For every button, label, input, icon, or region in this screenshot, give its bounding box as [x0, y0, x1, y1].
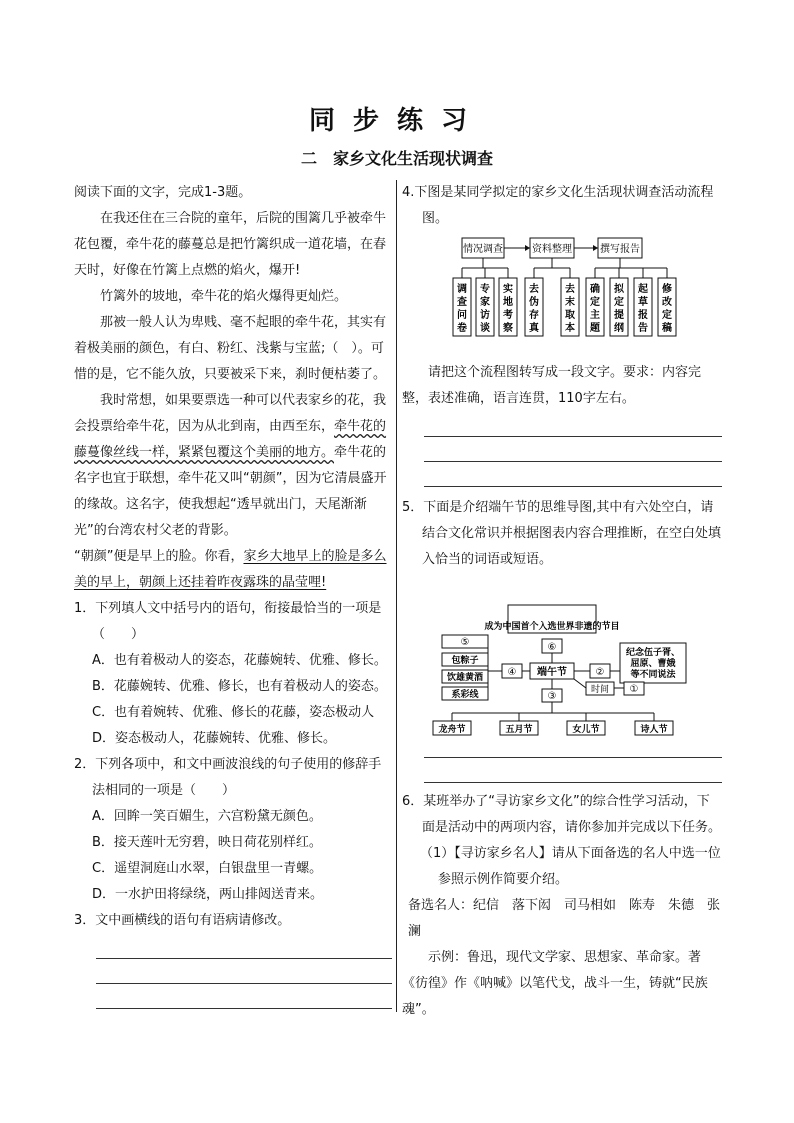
q1-option-a: A．也有着极动人的姿态，花藤婉转、优雅、修长。 — [92, 653, 387, 668]
answer-line[interactable] — [424, 757, 722, 758]
flow-sub-char: 改 — [662, 297, 672, 308]
mind-left-label: 系彩线 — [451, 690, 479, 700]
flow-sub-char: 考 — [503, 310, 513, 321]
flow-sub-char: 纲 — [614, 323, 624, 334]
mind-time-label: 时间 — [590, 685, 610, 695]
q2-option-d: D．一水护田将绿绕，两山排闼送青来。 — [92, 887, 324, 902]
example-text: 示例：鲁迅，现代文学家、思想家、革命家。著《彷徨》作《呐喊》以笔代戈，战斗一生，铸就“民族魂”。 — [402, 950, 708, 1017]
mind-center-label: 端午节 — [537, 667, 567, 678]
column-divider — [396, 180, 397, 1012]
mind-blank-1-label: ① — [629, 684, 639, 695]
mind-note-line1: 纪念伍子胥、 — [625, 648, 681, 658]
flow-sub-char: 实 — [503, 284, 513, 295]
answer-line[interactable] — [96, 983, 392, 984]
mind-bottom-label: 诗人节 — [640, 725, 668, 735]
flow-sub-char: 修 — [662, 284, 672, 295]
underlined-sentence: 家乡大地早上的脸是多么美的早上，朝颜上还挂着昨夜露珠的晶莹哩! — [74, 549, 387, 590]
page-title: 同步练习 — [308, 106, 485, 136]
question-2: 2．下列各项中，和文中画波浪线的句子使用的修辞手法相同的一项是（ ） — [74, 757, 382, 798]
answer-line[interactable] — [424, 436, 722, 437]
passage-paragraph-1: 在我还住在三合院的童年，后院的围篱几乎被牵牛花包覆，牵牛花的藤蔓总是把竹篱织成一道花墙，在春天时，好像在竹篱上点燃的焰火，爆开! — [74, 211, 387, 278]
wavy-underlined-sentence: 牵牛花的藤蔓像丝线一样，紧紧包覆这个美丽的地方。 — [74, 419, 387, 460]
flow-sub-boxes — [453, 278, 676, 336]
flow-sub-char: 家 — [480, 297, 490, 308]
mind-top-label: 成为中国首个入选世界非遗的节目 — [484, 622, 620, 632]
mind-map — [402, 603, 722, 743]
flow-top-label: 撰写报告 — [600, 244, 640, 255]
q2-option-c: C．遥望洞庭山水翠，白银盘里一青螺。 — [92, 861, 323, 876]
flow-sub-char: 专 — [480, 284, 490, 295]
flow-sub-char: 定 — [662, 310, 672, 321]
mind-note-line3: 等不同说法 — [630, 670, 676, 680]
flow-sub-char: 草 — [638, 297, 648, 308]
reading-instruction: 阅读下面的文字，完成1-3题。 — [74, 185, 252, 200]
answer-line[interactable] — [96, 958, 392, 959]
flow-sub-char: 察 — [503, 323, 513, 334]
flow-sub-char: 主 — [590, 310, 600, 321]
answer-line[interactable] — [96, 1008, 392, 1009]
section-subtitle: 二 家乡文化生活现状调查 — [300, 149, 493, 168]
right-column — [402, 180, 722, 1023]
question-3: 3．文中画横线的语句有语病请修改。 — [74, 913, 291, 928]
mind-bottom-label: 女儿节 — [572, 725, 600, 735]
flow-sub-char: 稿 — [662, 323, 672, 334]
passage-paragraph-5 — [74, 544, 392, 596]
flow-sub-char: 去 — [529, 284, 539, 295]
flow-sub-char: 题 — [590, 323, 600, 334]
flow-sub-char: 谈 — [480, 323, 490, 334]
passage-paragraph-3: 那被一般人认为卑贱、毫不起眼的牵牛花，其实有着极美丽的颜色，有白、粉红、浅紫与宝蓝;（ ）。可惜的是，它不能久放，只要被采下来，刹时便枯萎了。 — [74, 315, 387, 382]
flow-sub-char: 起 — [638, 284, 648, 295]
flow-arrowhead — [593, 245, 598, 251]
flow-sub-char: 访 — [480, 310, 490, 321]
flow-sub-char: 真 — [529, 323, 539, 334]
question-4-requirement: 请把这个流程图转写成一段文字。要求：内容完整，表述准确，语言连贯，110字左右。 — [402, 365, 702, 406]
mind-blank-6-label: ⑥ — [547, 642, 557, 653]
flow-sub-char: 取 — [565, 310, 575, 321]
answer-line[interactable] — [424, 461, 722, 462]
question-6-part-1: （1）【寻访家乡名人】请从下面备选的名人中选一位参照示例作简要介绍。 — [420, 846, 721, 887]
question-4: 4.下图是某同学拟定的家乡文化生活现状调查活动流程图。 — [402, 185, 714, 226]
flow-sub-char: 告 — [638, 323, 648, 334]
q2-option-a: A．回眸一笑百媚生，六宫粉黛无颜色。 — [92, 809, 322, 824]
flow-sub-char: 问 — [457, 310, 467, 321]
question-1: 1．下列填人文中括号内的语句，衔接最恰当的一项是（ ） — [74, 601, 382, 642]
mind-left-label: 饮雄黄酒 — [446, 673, 484, 683]
flow-sub-char: 存 — [529, 310, 539, 321]
mind-bottom-items — [433, 721, 673, 735]
flow-sub-char: 提 — [614, 310, 624, 321]
mind-blank-3-label: ③ — [547, 691, 557, 702]
mind-bottom-label: 龙舟节 — [438, 725, 466, 735]
flow-top-label: 情况调查 — [463, 244, 503, 255]
flow-sub-char: 定 — [590, 297, 600, 308]
q1-option-b: B．花藤婉转、优雅、修长，也有着极动人的姿态。 — [92, 679, 387, 694]
flow-sub-char: 定 — [614, 297, 624, 308]
mind-bottom-label: 五月节 — [505, 725, 533, 735]
flow-sub-char: 末 — [565, 297, 575, 308]
flow-sub-char: 本 — [565, 323, 575, 334]
flow-sub-char: 查 — [457, 297, 467, 308]
q2-option-b: B．接天莲叶无穷碧，映日荷花别样红。 — [92, 835, 322, 850]
mind-blank-2-label: ② — [595, 667, 605, 678]
answer-line[interactable] — [424, 486, 722, 487]
p4-text-a: 我时常想，如果要票选一种可以代表家乡的花，我会投票给牵牛花，因为从北到南，由西至东， — [74, 393, 387, 434]
flow-sub-char: 伪 — [529, 297, 539, 308]
mind-left-items — [442, 653, 488, 700]
flow-sub-char: 报 — [638, 310, 648, 321]
flow-top-label: 资料整理 — [532, 244, 572, 255]
p4-text-b: 牵牛花的名字也宜于联想，牵牛花又叫“朝颜”，因为它清晨盛开的缘故。这名字，使我想起“透早就出门，天尾渐渐光”的台湾农村父老的背影。 — [74, 445, 387, 538]
flow-sub-char: 确 — [590, 284, 600, 295]
q1-option-d: D．姿态极动人，花藤婉转、优雅、修长。 — [92, 731, 337, 746]
q1-option-c: C．也有着婉转、优雅、修长的花藤，姿态极动人 — [92, 705, 375, 720]
flow-arrowhead — [525, 245, 530, 251]
flow-chart — [402, 232, 722, 350]
flow-sub-char: 调 — [457, 284, 467, 295]
flow-sub-char: 卷 — [457, 323, 467, 334]
flow-sub-char: 去 — [565, 284, 575, 295]
mind-left-label: 包粽子 — [451, 656, 479, 666]
flow-sub-char: 拟 — [614, 284, 624, 295]
answer-line[interactable] — [424, 782, 722, 783]
passage-paragraph-2: 竹篱外的坡地，牵牛花的焰火爆得更灿烂。 — [100, 289, 348, 304]
flow-sub-char: 地 — [503, 297, 513, 308]
question-6: 6．某班举办了“寻访家乡文化”的综合性学习活动，下面是活动中的两项内容，请你参加并完成以下任务。 — [402, 794, 722, 835]
mind-note-line2: 屈原、曹娥 — [630, 659, 676, 669]
passage-paragraph-4 — [74, 388, 392, 544]
candidate-names: 备选名人：纪信 落下闳 司马相如 陈寿 朱德 张澜 — [408, 898, 721, 939]
mind-blank-4-label: ④ — [507, 667, 517, 678]
question-5: 5．下面是介绍端午节的思维导图,其中有六处空白，请结合文化常识并根据图表内容合理推断，在空白处填入恰当的词语或短语。 — [402, 500, 722, 567]
left-column — [74, 180, 392, 1009]
mind-blank-5-label: ⑤ — [460, 637, 470, 648]
p5-text-a: “朝颜”便是早上的脸。你看， — [74, 549, 244, 564]
